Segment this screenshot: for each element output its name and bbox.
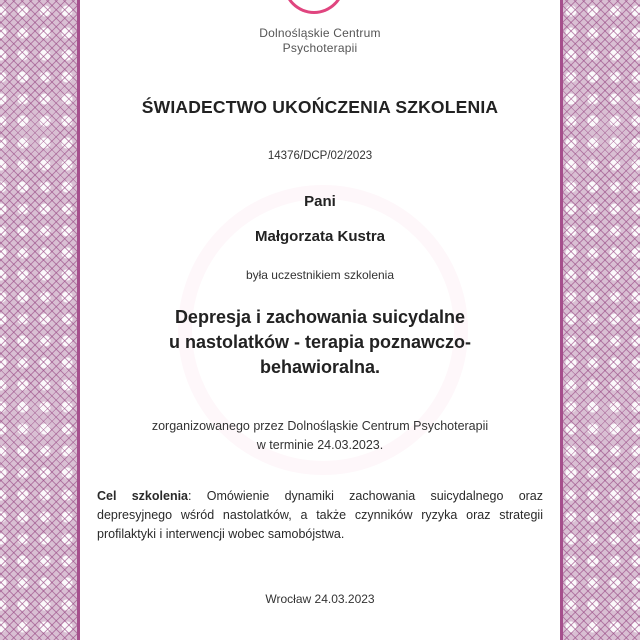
participant-text: była uczestnikiem szkolenia bbox=[245, 268, 395, 282]
decorative-border-right bbox=[560, 0, 640, 640]
course-title-line: u nastolatków - terapia poznawczo- bbox=[168, 332, 472, 352]
course-title-line: Depresja i zachowania suicydalne bbox=[174, 307, 466, 327]
logo-icon bbox=[283, 0, 345, 14]
organizer-line: zorganizowanego przez Dolnośląskie Centrum Psychoterapii bbox=[151, 419, 489, 433]
salutation: Pani bbox=[304, 193, 336, 210]
issuer-name-line1: Dolnośląskie Centrum bbox=[259, 26, 381, 40]
certificate-number: 14376/DCP/02/2023 bbox=[267, 150, 373, 162]
certificate-body bbox=[80, 0, 560, 640]
decorative-border-left bbox=[0, 0, 80, 640]
organizer-date-line: w terminie 24.03.2023. bbox=[256, 438, 384, 452]
training-goal bbox=[97, 487, 543, 544]
course-title bbox=[80, 305, 560, 380]
organizer-text bbox=[80, 417, 560, 455]
course-title-line: behawioralna. bbox=[259, 357, 381, 377]
place-date: Wrocław 24.03.2023 bbox=[265, 592, 375, 606]
certificate-title: ŚWIADECTWO UKOŃCZENIA SZKOLENIA bbox=[141, 97, 499, 117]
issuer-name-line2: Psychoterapii bbox=[282, 41, 358, 55]
goal-label: Cel szkolenia bbox=[97, 489, 189, 503]
recipient-name: Małgorzata Kustra bbox=[254, 228, 386, 245]
goal-text: : Omówienie dynamiki zachowania suicydalnego oraz depresyjnego wśród nastolatków, a także czynników ryzyka oraz strategii profilaktyki i interwencji wobec samobójstwa. bbox=[97, 489, 544, 541]
